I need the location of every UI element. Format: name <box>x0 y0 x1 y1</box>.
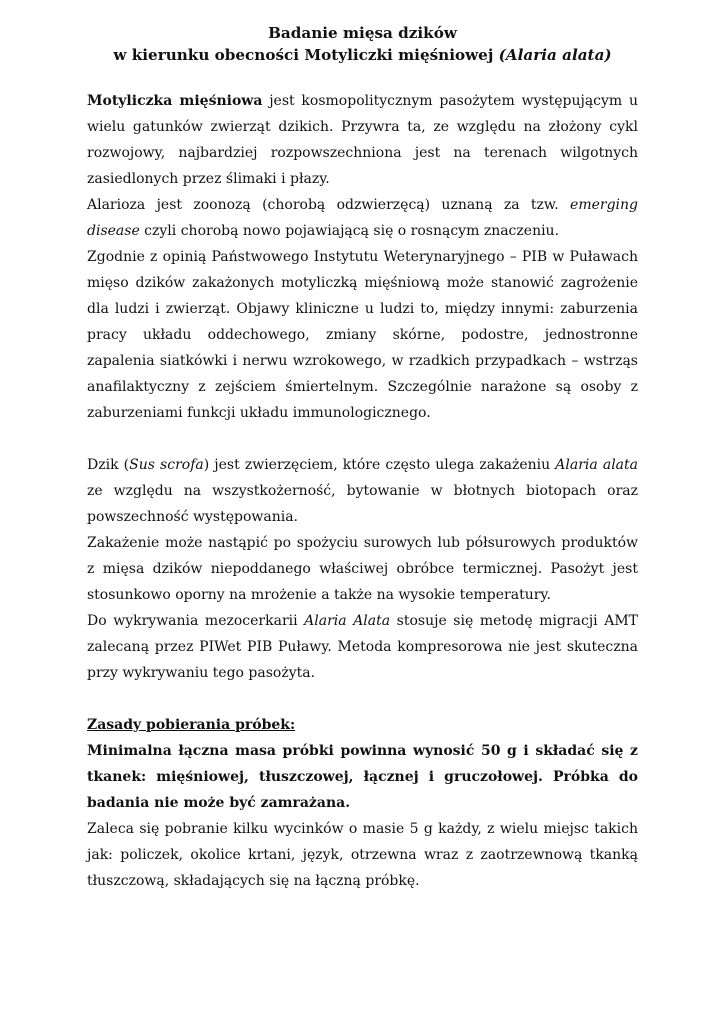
zoonosis-text-before: Alarioza jest zoonozą (chorobą odzwierzęcą) uznaną za tzw. <box>87 197 571 213</box>
title-line-1: Badanie mięsa dzików <box>268 24 457 42</box>
sampling-recommendation <box>87 816 638 894</box>
intro-bold-term: Motyliczka mięśniowa <box>87 93 263 109</box>
paragraph-detection <box>87 608 638 686</box>
wild-boar-text-2: ) jest zwierzęciem, które często ulega zakażeniu <box>203 457 556 473</box>
detection-text-1: Do wykrywania mezocerkarii <box>87 613 305 629</box>
paragraph-infection <box>87 530 638 608</box>
document-body <box>87 88 638 894</box>
intro-text: jest kosmopolitycznym pasożytem występującym u wielu gatunków zwierząt dzikich. Przywra ta, ze względu na złożony cykl rozwojowy, najbardziej rozpowszechniona jest na terenach wilgotnych zasiedlonych przez ślimaki i płazy. <box>87 93 638 187</box>
sampling-heading <box>87 712 638 738</box>
detection-text-2: stosuje się metodę migracji AMT zalecaną przez PIWet PIB Puławy. Metoda kompresorowa nie jest skuteczna przy wykrywaniu tego pasożyta. <box>87 613 639 681</box>
wild-boar-latin-2: Alaria alata <box>555 457 638 473</box>
paragraph-zoonosis <box>87 192 638 244</box>
title-line-2-latin: (Alaria alata) <box>498 46 612 64</box>
document-page <box>87 22 638 894</box>
document-title <box>87 22 638 66</box>
wild-boar-latin-1: Sus scrofa <box>129 457 204 473</box>
sampling-requirement-text: Minimalna łączna masa próbki powinna wynosić 50 g i składać się z tkanek: mięśniowej, tłuszczowej, łącznej i gruczołowej. Próbka do badania nie może być zamrażana. <box>87 743 638 811</box>
paragraph-intro <box>87 88 638 192</box>
piwet-opinion-text: Zgodnie z opinią Państwowego Instytutu Weterynaryjnego – PIB w Puławach mięso dzików zakażonych motyliczką mięśniową może stanowić zagrożenie dla ludzi i zwierząt. Objawy kliniczne u ludzi to, między innymi: zaburzenia pracy układu oddechowego, zmiany skórne, podostre, jednostronne zapalenia siatkówki i nerwu wzrokowego, w rzadkich przypadkach – wstrząs anafilaktyczny z zejściem śmiertelnym. Szczególnie narażone są osoby z zaburzeniami funkcji układu immunologicznego. <box>87 249 638 421</box>
wild-boar-text-1: Dzik ( <box>87 457 130 473</box>
sampling-requirement <box>87 738 638 816</box>
wild-boar-text-3: ze względu na wszystkożerność, bytowanie w błotnych biotopach oraz powszechność występowania. <box>87 483 638 525</box>
paragraph-piwet-opinion <box>87 244 638 426</box>
spacer <box>87 426 638 452</box>
title-line-2-text: w kierunku obecności Motyliczki mięśniowej <box>113 46 499 64</box>
spacer <box>87 686 638 712</box>
sampling-heading-text: Zasady pobierania próbek: <box>87 717 296 733</box>
sampling-recommendation-text: Zaleca się pobranie kilku wycinków o masie 5 g każdy, z wielu miejsc takich jak: policzek, okolice krtani, język, otrzewna wraz z zaotrzewnową tkanką tłuszczową, składających się na łączną próbkę. <box>87 821 638 889</box>
zoonosis-text-after: czyli chorobą nowo pojawiającą się o rosnącym znaczeniu. <box>139 223 560 239</box>
infection-text: Zakażenie może nastąpić po spożyciu surowych lub półsurowych produktów z mięsa dzików niepoddanego właściwej obróbce termicznej. Pasożyt jest stosunkowo oporny na mrożenie a także na wysokie temperatury. <box>87 535 638 603</box>
zoonosis-italic: emerging disease <box>87 197 638 239</box>
detection-latin: Alaria Alata <box>304 613 391 629</box>
title-line-2 <box>87 44 638 66</box>
paragraph-wild-boar <box>87 452 638 530</box>
